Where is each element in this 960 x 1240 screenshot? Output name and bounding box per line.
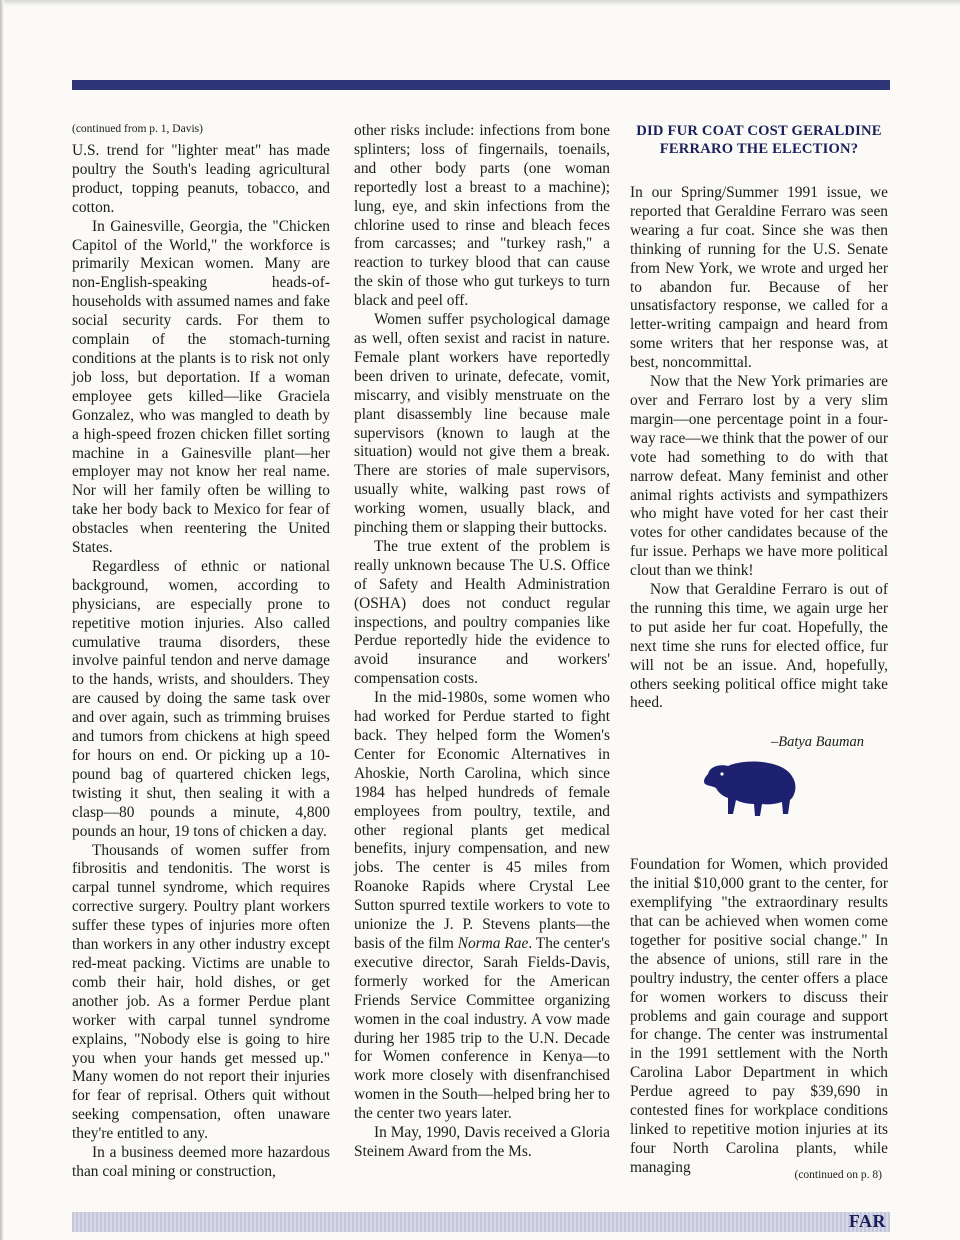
paragraph: other risks include: infections from bone splinters; loss of fingernails, toenails, and other body parts (one woman reportedly lost a breast to a machine); lung, eye, and skin infections from the chlorine used to rinse and bleach feces from carcasses; and "turkey rash," a reaction to turkey blood that can cause the skin of those who gut turkeys to turn black and peel off.: [354, 122, 610, 310]
paragraph: In our Spring/Summer 1991 issue, we reported that Geraldine Ferraro was seen wearing a fur coat. Since she was then thinking of running for the U.S. Senate from New York, we wrote and urged her to abandon fur. Because of her unsatisfactory response, we called for a letter-writing campaign and heard from some writers that her response was, at best, noncommittal.: [630, 184, 888, 372]
footer-rule: [72, 1212, 890, 1232]
footer-logo: FAR: [848, 1211, 886, 1231]
tapir-icon: [702, 754, 800, 820]
paragraph: In Gainesville, Georgia, the "Chicken Capitol of the World," the workforce is primarily Mexican women. Many are non-English-speaking heads-of-households with assumed names and fake social security cards. For them to complain of the stomach-turning conditions at the plants is to risk not only job loss, but deportation. If a woman employee gets killed—like Graciela Gonzalez, who was mangled to death by a high-speed frozen chicken fillet sorting machine in a Gainesville plant—her employer may not know her real name. Nor will her family often be willing to take her body back to Mexico for fear of obstacles when reentering the United States.: [72, 217, 330, 557]
continued-from-note: (continued from p. 1, Davis): [72, 123, 203, 135]
film-title: Norma Rae: [457, 934, 529, 952]
paragraph: In May, 1990, Davis received a Gloria Steinem Award from the Ms.: [354, 1124, 610, 1160]
paragraph-text: . The center's executive director, Sarah Fields-Davis, formerly worked for the American Friends Service Committee organizing women in the coal industry. A vow made during her 1985 trip to the U.N. Decade for Women conference in Kenya—to work more closely with disenfranchised women in the South—helped bring her to the center two years later.: [354, 934, 610, 1123]
byline: –Batya Bauman: [770, 734, 864, 751]
paragraph-text: In the mid-1980s, some women who had worked for Perdue started to fight back. They helped form the Women's Center for Economic Alternatives in Ahoskie, North Carolina, which since 1984 has helped hundreds of female employees from poultry, textile, and other regional plants get medical benefits, injury compensation, and new jobs. The center is 45 miles from Roanoke Rapids where Crystal Lee Sutton spurred textile workers to vote to unionize the J. P. Stevens plants—the basis of the film: [354, 689, 610, 952]
paragraph: Women suffer psychological damage as well, often sexist and racist in nature. Female plant workers have reportedly been driven to urinate, defecate, vomit, miscarry, and visibly menstruate on the plant disassembly line because male supervisors (known to laugh at the situation) would not give them a break. There are stories of male supervisors, usually white, walking past rows of working women, usually black, and pinching them or slapping their buttocks.: [354, 311, 610, 537]
paragraph: In a business deemed more hazardous than coal mining or construction,: [72, 1144, 330, 1180]
paragraph: Regardless of ethnic or national background, women, according to physicians, are especially prone to repetitive motion injuries. Also called cumulative trauma disorders, these involve painful tendon and nerve damage to the hands, wrists, and shoulders. They are caused by doing the same task over and over again, such as trimming bruises and tumors from chickens at high speed for hours on end. Or picking up a 10-pound bag of quartered chicken legs, twisting it shut, then sealing it with a clasp—80 pounds a minute, 4,800 pounds an hour, 19 tons of chicken a day.: [72, 557, 330, 840]
paragraph: Thousands of women suffer from fibrositis and tendonitis. The worst is carpal tunnel syndrome, which requires corrective surgery. Poultry plant workers suffer these types of injuries more often than workers in any other industry except red-meat packing. Victims are unable to comb their hair, hold dishes, or get another job. As a former Perdue plant worker with carpal tunnel syndrome explains, "Nobody else is going to hire you when your hands get messed up." Many women do not report their injuries for fear of reprisal. Others quit without seeking compensation, often unaware they're entitled to any.: [72, 841, 330, 1143]
paragraph: Now that the New York primaries are over and Ferraro lost by a very slim margin—one percentage point in a four-way race—we think that the power of our vote had something to do with that narrow defeat. Many feminist and other animal rights activists and sympathizers who might have voted for her cast their votes for other candidates because of the fur issue. Perhaps we have more political clout than we think!: [630, 373, 888, 580]
continued-on-note: (continued on p. 8): [794, 1169, 882, 1181]
column-right: [630, 122, 888, 1178]
scan-edge-left: [0, 0, 4, 1240]
paragraph: [354, 689, 610, 1124]
column-middle: [354, 122, 610, 1162]
paragraph: Now that Geraldine Ferraro is out of the running this time, we again urge her to put aside her fur coat. Hopefully, the next time she runs for elected office, fur will not be an issue. And, hopefully, others seeking political office might take heed.: [630, 581, 888, 712]
sidebar-headline: DID FUR COAT COST GERALDINE FERRARO THE ELECTION?: [636, 123, 882, 157]
scan-edge-top: [0, 0, 960, 6]
paragraph: Foundation for Women, which provided the initial $10,000 grant to the center, for exemplifying "the extraordinary results that can be achieved when women come together for positive social change." In the absence of unions, still rare in the poultry industry, the center offers a place for women workers to discuss their problems and gain courage and support for change. The center was instrumental in the 1991 settlement with the North Carolina Labor Department in which Perdue agreed to pay $39,690 in contested fines for workplace conditions linked to repetitive motion injuries at its four North Carolina plants, while managing: [630, 856, 888, 1176]
paragraph: The true extent of the problem is really unknown because The U.S. Office of Safety and Health Administration (OSHA) does not conduct regular inspections, and poultry companies like Perdue reportedly hide the evidence to avoid insurance and workers' compensation costs.: [354, 537, 610, 688]
paragraph: U.S. trend for "lighter meat" has made poultry the South's leading agricultural product, topping peanuts, tobacco, and cotton.: [72, 142, 330, 216]
column-left: [72, 122, 330, 1182]
header-rule: [72, 80, 890, 90]
